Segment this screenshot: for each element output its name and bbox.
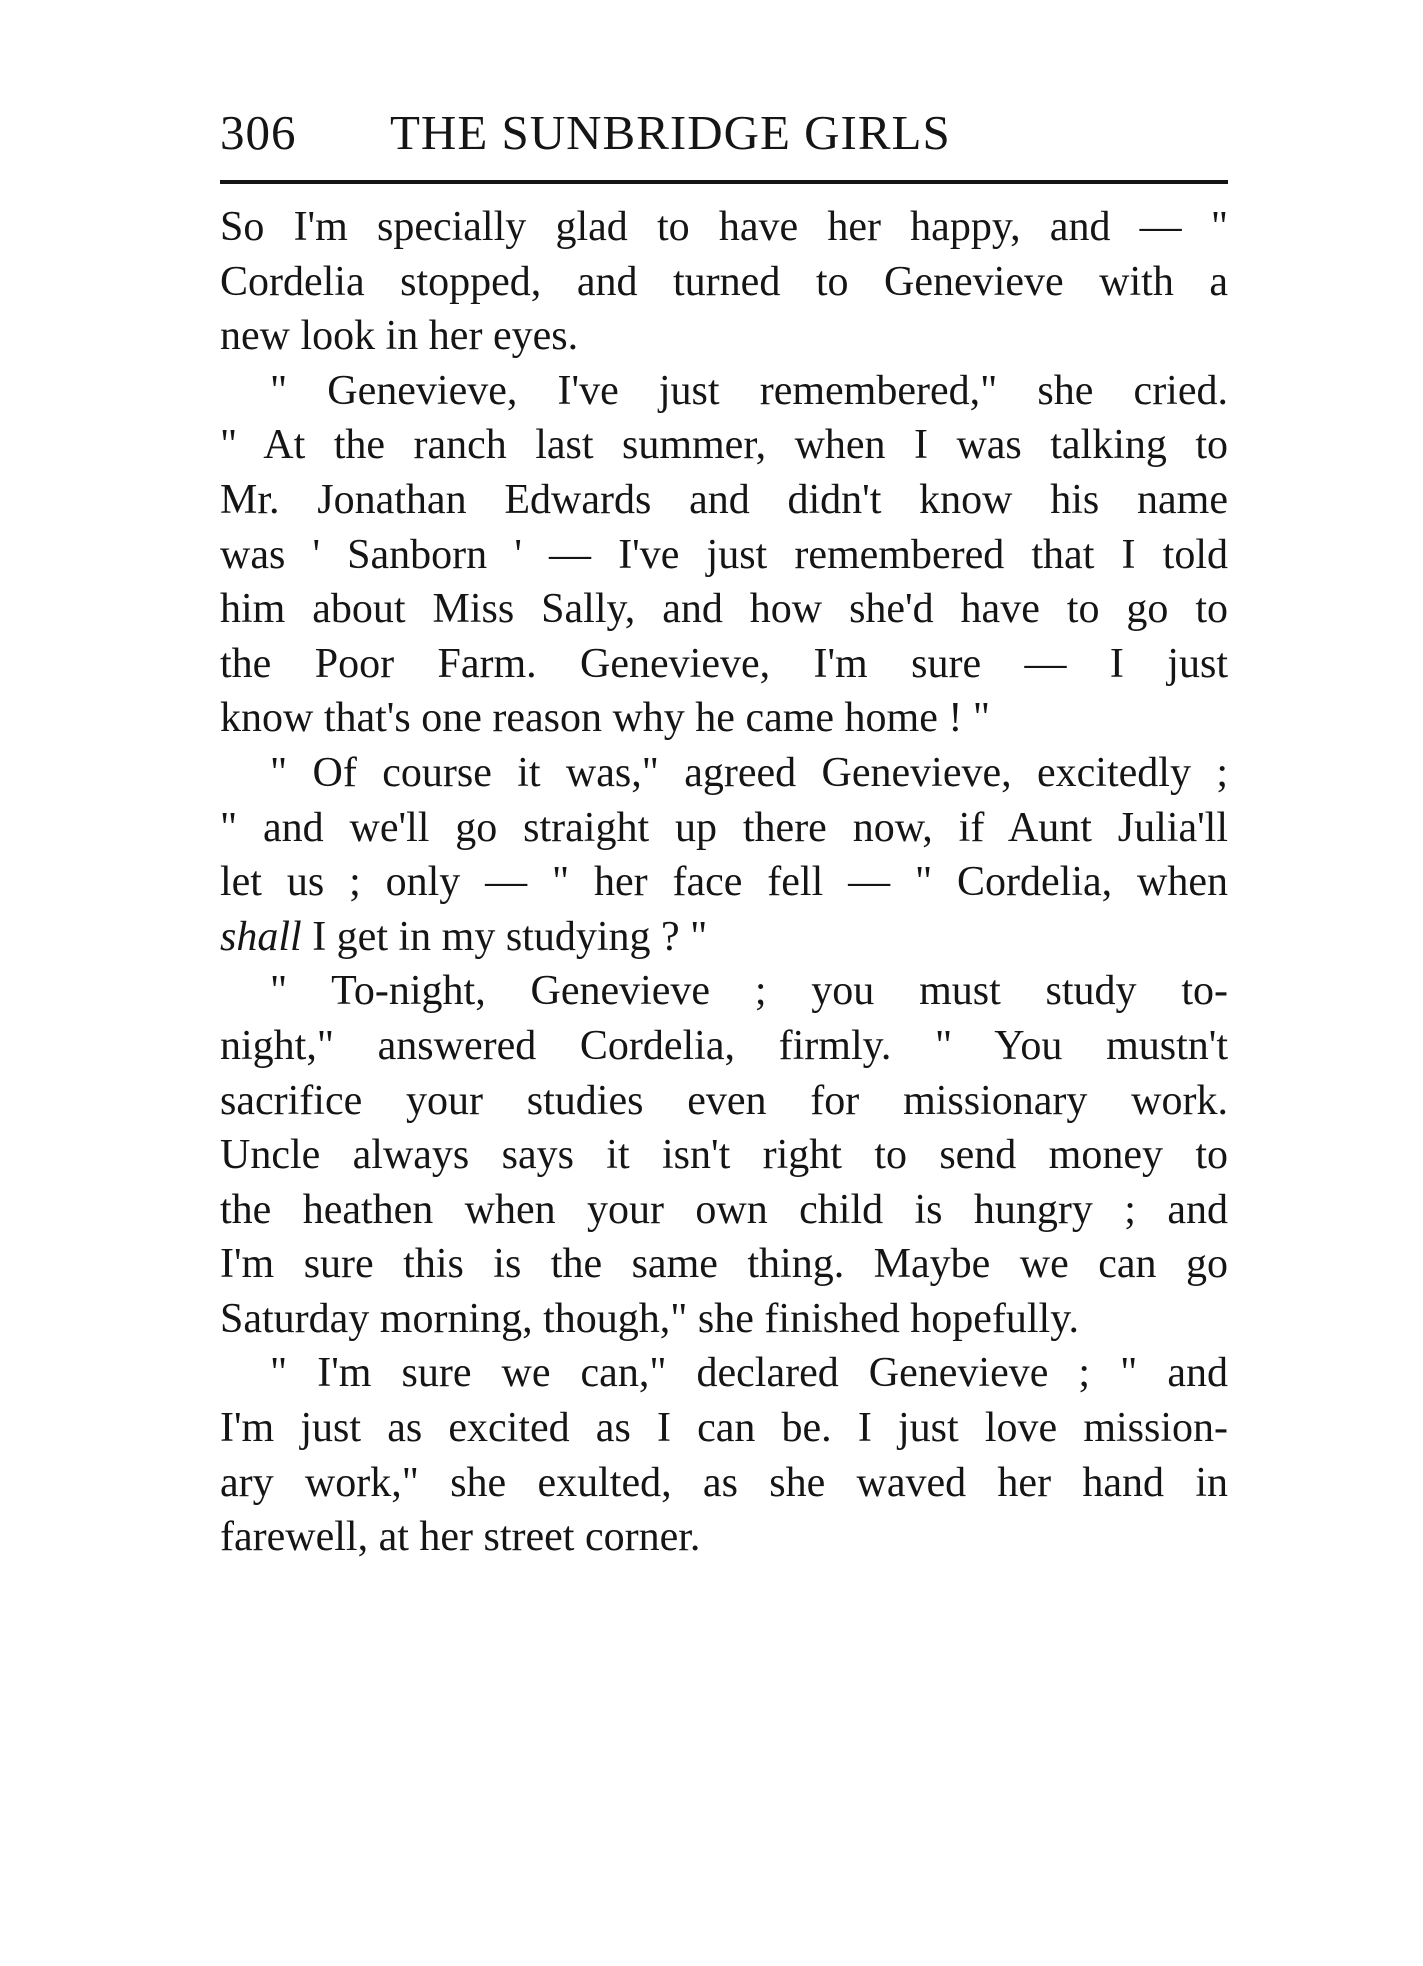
text-line: " Of course it was," agreed Genevieve, excitedly ; (270, 749, 1228, 796)
body-text (220, 200, 1228, 1565)
text-segment: I get in my studying ? " (301, 913, 708, 960)
text-line: Saturday morning, though," she finished hopefully. (220, 1295, 1079, 1342)
running-head (220, 98, 1228, 168)
text-line: night," answered Cordelia, firmly. " You mustn't (220, 1022, 1228, 1069)
text-line: " and we'll go straight up there now, if Aunt Julia'll (220, 804, 1228, 851)
text-line: know that's one reason why he came home ! " (220, 695, 990, 742)
text-line: So I'm specially glad to have her happy, and — " (220, 204, 1228, 250)
text-line: him about Miss Sally, and how she'd have to go to (220, 586, 1228, 633)
text-line: Cordelia stopped, and turned to Genevieve with a (220, 258, 1228, 305)
emphasized-word: shall (220, 913, 302, 960)
text-line (220, 910, 1228, 965)
text-line: " To-night, Genevieve ; you must study to- (270, 968, 1228, 1015)
text-line: I'm sure this is the same thing. Maybe we can go (220, 1241, 1228, 1288)
text-line: " Genevieve, I've just remembered," she cried. (270, 367, 1228, 414)
text-line: ary work," she exulted, as she waved her hand in (220, 1459, 1228, 1506)
text-line: sacrifice your studies even for missionary work. (220, 1077, 1228, 1124)
text-line: the heathen when your own child is hungry ; and (220, 1186, 1228, 1233)
header-rule (220, 180, 1228, 184)
text-line: new look in her eyes. (220, 313, 579, 360)
text-line: farewell, at her street corner. (220, 1514, 701, 1561)
text-line: " At the ranch last summer, when I was talking to (220, 422, 1228, 469)
text-line: I'm just as excited as I can be. I just love mission- (220, 1405, 1228, 1452)
text-line: Uncle always says it isn't right to send money to (220, 1132, 1228, 1179)
text-line: Mr. Jonathan Edwards and didn't know his name (220, 476, 1228, 523)
text-line: " I'm sure we can," declared Genevieve ; " and (270, 1350, 1228, 1397)
page-number: 306 (220, 105, 297, 160)
text-line: the Poor Farm. Genevieve, I'm sure — I just (220, 640, 1228, 687)
text-line: was ' Sanborn ' — I've just remembered that I told (220, 531, 1228, 578)
running-title: THE SUNBRIDGE GIRLS (390, 105, 951, 160)
text-line: let us ; only — " her face fell — " Cordelia, when (220, 859, 1228, 906)
